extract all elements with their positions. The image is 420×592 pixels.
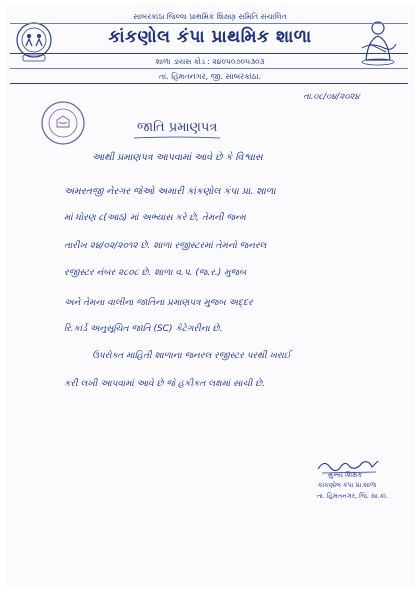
divider	[10, 83, 408, 84]
school-name: કાંકણોલ કંપા પ્રાથમિક શાળા	[108, 27, 312, 47]
body-line-4: તારીખ ૨૪/૦૨/૨૦૧૨ છે. શાળા રજીસ્ટરમાં તેમનો જનરલ	[64, 241, 267, 251]
signature-place: તા. હિંમતનગર, જિ. સા.કાં.	[317, 492, 389, 500]
udise-code: શાળા ડાયસ કોડ : ૨૪૦૫૦૭૦૫૩૦૩	[155, 57, 265, 66]
certificate-date: તા.૦૮/૦૪/૨૦૨૪	[303, 92, 360, 102]
signature-school: કાંકણોલ કંપા પ્રા.શાળા	[318, 481, 377, 489]
divider	[10, 53, 408, 54]
body-line-5: રજીસ્ટર નંબર ૨૮૦૮ છે. શાળા વ.પ. (જ.ર.) મુજબ	[64, 268, 247, 278]
school-address: તા. હિંમતનગર, જી. સાબરકાંઠા.	[158, 72, 262, 81]
subject-underline	[132, 136, 222, 140]
divider	[10, 23, 408, 24]
signature-title: મુખ્ય શિક્ષક	[328, 471, 363, 479]
letterhead-top-line: સાબરકાંઠા જિલ્લા પ્રાથમિક શિક્ષણ સમિતિ સંચાલિત	[133, 12, 287, 21]
certificate-subject: જાતિ પ્રમાણપત્ર	[137, 120, 218, 135]
body-line-6: અને તેમના વાલીના જાતિના પ્રમાણપત્ર મુજબ અદ્દર	[64, 298, 253, 308]
body-line-2: અમરતજી નેરગર જેઓ અમારી કાંકણોલ કંપા પ્રા. શાળા	[64, 186, 276, 197]
body-line-1: આથી પ્રમાણપત્ર આપવામાં આવે છે કે વિશ્વાસ	[92, 152, 263, 163]
body-line-7: રિ.કાર્ડ અનુસૂચિત જાતિ (SC) કેટેગરીના છે.	[64, 324, 223, 334]
body-line-9: કરી લખી આપવામાં આવે છે જે હકીકત લક્ષમાં સાચી છે.	[64, 379, 265, 389]
divider	[10, 68, 408, 69]
body-line-3: માં ધોરણ ૮(આઠ) માં અભ્યાસ કરે છે, તેમની જન્મ	[64, 213, 246, 223]
body-line-8: ઉપરોક્ત માહિતી શાળાના જનરલ રજીસ્ટર પરથી ખરાઈ	[92, 351, 291, 361]
school-stamp-icon	[40, 100, 86, 146]
